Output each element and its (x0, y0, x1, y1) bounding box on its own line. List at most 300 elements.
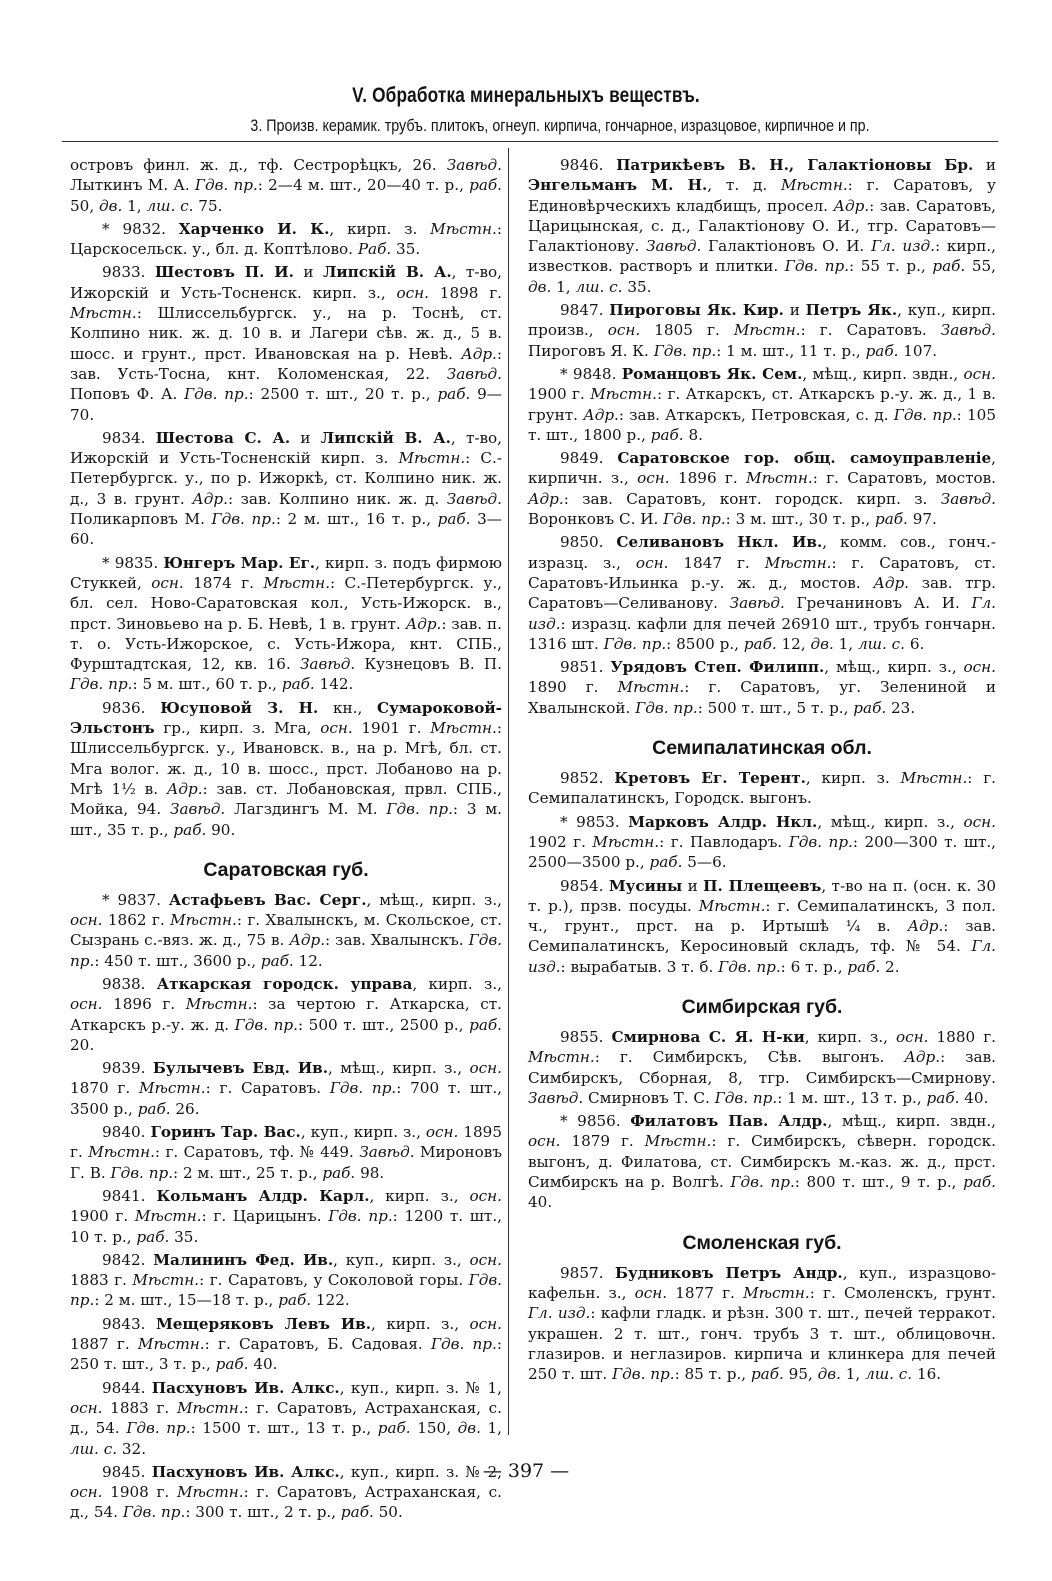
entry-text: : г. Саратовъ, Астраханская, с. д., 54. (70, 1483, 502, 1522)
entry-text: : зав. Симбирскъ, Сборная, 8, тгр. Симбирскъ—Смирнову. (528, 1048, 996, 1087)
entry-text: , куп., кирп. произв., (528, 301, 997, 340)
entry-text: 1901 г. (352, 719, 431, 738)
entry-text: : С.-Петербургск. у., бл. сел. Ново-Саратовская кол., Усть-Ижорск. в., прст. Зиновьево на р. Б. Невѣ, 1 в. грунт. (70, 573, 503, 633)
entry-text: гр., кирп. з. Мга, (154, 719, 321, 738)
entry-name: Малининъ Фед. Ив. (153, 1250, 334, 1269)
entry-abbrev: Раб. (357, 240, 392, 259)
entry-text: 55, (965, 257, 996, 276)
entry-text: : 700 т. шт., 3500 р., (70, 1079, 503, 1118)
left-column (70, 155, 502, 1526)
entry-abbrev: осн. (637, 469, 670, 488)
entry-abbrev: Мѣстн. (137, 1335, 205, 1354)
entry-text: : г. Саратовъ, у Соколовой горы. (199, 1271, 469, 1290)
entry-text: : 500 т. шт., 5 т. р., (697, 698, 854, 717)
entry-text: , мѣщ., кирп. з., (817, 812, 964, 831)
entry-text: , т. д. (707, 176, 781, 195)
entry-text: зав. тгр. Саратовъ—Селиванову. (528, 573, 996, 613)
entry-abbrev: дв. (98, 196, 123, 215)
entry-text: 1847 г. (668, 553, 765, 572)
entry-text: 50. (373, 1503, 403, 1522)
entry-text: * 9853. (560, 812, 629, 831)
entry-name: Урядовъ Степ. Филипп. (610, 658, 825, 677)
entry-text: : 105 т. шт., 1800 р., (528, 405, 997, 444)
entry-text: * 9835. (102, 553, 164, 572)
entry-abbrev: лш. с. (146, 196, 194, 215)
entry-abbrev: осн. (634, 1283, 668, 1302)
entry-abbrev: осн. (151, 573, 184, 592)
entry-text: 9838. (102, 974, 157, 993)
directory-entry (528, 1027, 996, 1108)
entry-abbrev: Мѣстн. (698, 896, 766, 915)
entry-text: , мѣщ., кирп. звдн., (827, 1112, 997, 1131)
entry-text: 1883 г. (70, 1271, 133, 1290)
entry-text: 1, (480, 1419, 502, 1438)
entry-text: 20. (70, 1035, 95, 1054)
entry-abbrev: раб. (173, 820, 207, 839)
entry-abbrev: Гдв. пр. (603, 634, 667, 653)
directory-entry (528, 364, 996, 445)
right-column (528, 155, 996, 1387)
entry-abbrev: Мѣстн. (764, 553, 832, 572)
entry-text: 1862 г. (102, 911, 171, 930)
entry-text: : 300 т. шт., 2 т. р., (185, 1503, 341, 1522)
entry-text: 5—6. (682, 853, 727, 872)
entry-abbrev: Адр. (907, 917, 944, 936)
entry-abbrev: Мѣстн. (900, 769, 968, 788)
entry-text: : зав. Хвалынскъ. (325, 931, 469, 950)
entry-text: : 8500 р., (666, 634, 744, 653)
entry-abbrev: осн. (963, 364, 996, 383)
directory-entry (70, 553, 502, 695)
entry-text: 35. (391, 240, 421, 259)
entry-text: и (290, 428, 321, 447)
entry-text: : за чертою г. Аткарска, ст. Аткарскъ р.-у. ж. д. (70, 995, 503, 1034)
entry-text: : зав. п. т. о. Усть-Ижорское, с. Усть-Ижора, кнт. СПБ., Фурштадтская, 12, кв. 16. (70, 614, 502, 674)
entry-text: : 2500 т. шт., 20 т. р., (248, 385, 438, 404)
entry-text: : г. Хвалынскъ, м. Скольское, ст. Сызрань с.-вяз. ж. д., 75 в. (70, 911, 503, 950)
entry-text: : г. Симбирскъ, Сѣв. выгонъ. (594, 1048, 905, 1067)
entry-abbrev: осн. (70, 1398, 103, 1417)
entry-text: 1900 г. (528, 385, 591, 404)
entry-abbrev: Гдв. пр. (211, 510, 276, 529)
entry-text: : Царскосельск. у., бл. д. Коптѣлово. (70, 219, 502, 259)
entry-name: Селивановъ Нкл. Ив. (616, 533, 823, 552)
entry-text: 1895 г. (70, 1123, 502, 1162)
entry-abbrev: Гдв. пр. (730, 1173, 795, 1192)
entry-name: Сумароковой-Эльстонъ (70, 698, 502, 738)
entry-text: : 1500 т. шт., 13 т. р., (190, 1419, 378, 1438)
entry-name: Петръ Як. (805, 301, 898, 320)
entry-abbrev: раб. (865, 341, 899, 360)
chapter-title: V. Обработка минеральныхъ веществъ. (352, 84, 700, 107)
entry-text: 26. (170, 1099, 200, 1118)
entry-abbrev: Гл. изд. (528, 594, 996, 633)
entry-abbrev: дв. (457, 1419, 481, 1438)
entry-name: Юсуповой З. Н. (160, 698, 319, 717)
entry-abbrev: Гл. изд. (528, 937, 996, 976)
entry-text: : г. Павлодаръ. (659, 832, 789, 851)
entry-abbrev: Мѣстн. (528, 1048, 595, 1067)
directory-entry (70, 1122, 502, 1183)
entry-text: : 3 м. шт., 30 т. р., (725, 510, 875, 529)
entry-name: Кольманъ Алдр. Карл. (156, 1186, 370, 1205)
entry-text: : г. Аткарскъ, ст. Аткарскъ р.-у. ж. д., 1 в. грунт. (528, 385, 997, 424)
entry-text: 9849. (560, 449, 618, 468)
entry-abbrev: раб. (260, 951, 294, 970)
entry-abbrev: Гл. изд. (528, 1304, 591, 1323)
entry-text: 98. (355, 1163, 385, 1182)
entry-abbrev: раб. (847, 957, 881, 976)
entry-abbrev: Завѣд. (446, 489, 503, 508)
entry-text: : кафли гладк. и рѣзн. 300 т. шт., печей терракот. украшен. 2 т. шт., гонч. трубъ 3 т. шт., облицовочн. глазиров. и неглазиров. кирпича и клинкера для печей 250 т. шт. (528, 1304, 997, 1384)
entry-abbrev: Адр. (289, 931, 326, 950)
entry-text: 35. (169, 1227, 199, 1246)
entry-text: 9854. (560, 876, 609, 895)
entry-abbrev: раб. (278, 1291, 312, 1310)
entry-text: : изразц. кафли для печей 26910 шт., трубъ гончарн. 1316 шт. (528, 614, 996, 653)
entry-abbrev: Гдв. пр. (430, 1335, 497, 1354)
entry-abbrev: Мѣстн. (743, 1283, 810, 1302)
entry-text: 1883 г. (102, 1398, 177, 1417)
entry-text: 9836. (102, 698, 161, 717)
entry-text: : 6 т. р., (780, 957, 848, 976)
entry-name: Марковъ Алдр. Нкл. (628, 812, 818, 831)
entry-abbrev: осн. (70, 911, 103, 930)
entry-abbrev: осн. (469, 1059, 502, 1078)
entry-text: : г. Царицынъ. (201, 1207, 329, 1226)
entry-abbrev: Гдв. пр. (194, 176, 258, 195)
directory-entry (70, 1058, 502, 1119)
entry-abbrev: раб. (469, 176, 502, 195)
entry-text: , комм. сов., гонч.-изразц. з., (528, 533, 996, 572)
entry-text: 150, (410, 1419, 458, 1438)
entry-text: : г. Саратовъ, ст. Саратовъ-Ильинка р.-у. ж. д., мостов. (528, 553, 996, 592)
entry-text: : 2 м. шт., 16 т. р., (275, 510, 438, 529)
entry-text: : 200—300 т. шт., 2500—3500 р., (528, 832, 997, 872)
entry-text: : 85 т. р., (674, 1365, 751, 1384)
entry-text: : зав. ст. Лобановская, првл. СПБ., Мойка, 94. (70, 779, 502, 819)
entry-text: 9833. (102, 263, 155, 282)
entry-abbrev: осн. (635, 553, 669, 572)
directory-entry (70, 262, 502, 424)
entry-abbrev: Мѣстн. (780, 176, 848, 195)
entry-text: 12. (293, 951, 323, 970)
directory-entry (528, 657, 996, 718)
header-rule (62, 141, 998, 142)
directory-entry (70, 428, 502, 550)
entry-text: : С.-Петербургск. у., по р. Ижоркѣ, ст. Колпино ник. ж. д., 3 в. грунт. (70, 449, 502, 508)
entry-abbrev: раб. (215, 1355, 249, 1374)
entry-text: 75. (193, 196, 223, 215)
entry-abbrev: Гдв. пр. (635, 698, 698, 717)
region-heading: Семипалатинская обл. (652, 737, 872, 760)
directory-entry (528, 768, 996, 809)
entry-text: 97. (907, 510, 937, 529)
entry-abbrev: раб. (963, 1173, 997, 1192)
entry-text: : г. Саратовъ, уг. Зелениной и Хвалынской. (528, 678, 996, 717)
entry-text: 40. (248, 1355, 278, 1374)
entry-abbrev: Адр. (405, 614, 442, 633)
entry-abbrev: Адр. (192, 489, 228, 508)
entry-abbrev: Гдв. пр. (70, 931, 502, 970)
entry-text: 95, (783, 1365, 818, 1384)
entry-abbrev: Завѣд. (169, 800, 226, 819)
entry-text: , куп., изразцово-кафельн. з., (528, 1263, 996, 1302)
entry-abbrev: лш. с. (857, 634, 905, 653)
entry-abbrev: лш. с. (70, 1439, 118, 1458)
entry-abbrev: Адр. (833, 196, 870, 215)
entry-name: Пасхуновъ Ив. Алкс. (151, 1378, 340, 1397)
entry-text: : 2 м. шт., 25 т. р., (173, 1163, 323, 1182)
entry-text: , кирп. з., (412, 974, 502, 993)
directory-entry (70, 219, 502, 260)
entry-abbrev: Адр. (583, 405, 619, 424)
entry-text: : г. Саратовъ, мостов. (812, 469, 997, 488)
entry-text: 1, (833, 634, 858, 653)
entry-text: : зав. Саратовъ, конт. городск. кирп. з. (563, 489, 941, 508)
entry-abbrev: раб. (377, 1419, 411, 1438)
entry-text: : г. Саратовъ. (800, 321, 941, 340)
directory-entry (528, 448, 996, 529)
entry-abbrev: Мѣстн. (176, 1398, 244, 1417)
entry-abbrev: Гдв. пр. (126, 1419, 191, 1438)
entry-text: , мѣщ., кирп. звдн., (802, 364, 964, 383)
entry-text: : зав. Семипалатинскъ, Керосиновый складъ, тф. № 54. (528, 917, 996, 956)
entry-abbrev: Мѣстн. (592, 832, 660, 851)
entry-text: : Шлиссельбургск. у., на р. Тоснѣ, ст. Колпино ник. ж. д. 10 в. и Лагери сѣв. ж. д., 5 в. шосс. и грунт., прст. Ивановская на р. Невѣ. (70, 304, 502, 363)
entry-abbrev: Гдв. пр. (784, 257, 850, 276)
entry-abbrev: Гдв. пр. (328, 1207, 393, 1226)
entry-abbrev: Мѣстн. (176, 1483, 244, 1502)
entry-abbrev: Мѣстн. (138, 1079, 206, 1098)
entry-text: и (682, 876, 704, 895)
directory-entry (528, 812, 996, 873)
entry-abbrev: Адр. (528, 489, 564, 508)
entry-abbrev: Завѣд. (729, 594, 785, 613)
directory-entry (70, 155, 502, 216)
entry-abbrev: дв. (810, 634, 834, 653)
entry-name: Саратовское гор. общ. самоуправленіе (617, 449, 992, 468)
entry-text: 1805 г. (640, 321, 734, 340)
entry-text: : г. Саратовъ, Астраханская, с. д., 54. (70, 1398, 502, 1438)
entry-abbrev: осн. (895, 1027, 929, 1046)
entry-abbrev: Гдв. пр. (386, 800, 453, 819)
entry-abbrev: Мѣстн. (263, 573, 331, 592)
entry-name: Булычевъ Евд. Ив. (152, 1059, 329, 1078)
entry-text: Гречаниновъ А. И. (784, 594, 972, 613)
entry-abbrev: осн. (963, 812, 996, 831)
entry-abbrev: осн. (469, 1250, 502, 1269)
entry-abbrev: раб. (926, 1088, 960, 1107)
entry-abbrev: Адр. (461, 344, 497, 363)
entry-abbrev: осн. (70, 1483, 103, 1502)
entry-text: 9846. (560, 156, 617, 174)
entry-abbrev: Мѣстн. (644, 1132, 712, 1151)
entry-text: 1, (840, 1365, 866, 1384)
entry-text: 16. (912, 1365, 942, 1384)
directory-entry (528, 1111, 996, 1212)
entry-abbrev: Завѣд. (446, 364, 502, 383)
entry-text: : г. Смоленскъ, грунт. (809, 1283, 996, 1302)
entry-text: Кузнецовъ В. П. (355, 655, 502, 674)
entry-abbrev: Гдв. пр. (663, 510, 726, 529)
entry-abbrev: раб. (322, 1163, 356, 1182)
entry-abbrev: Мѣстн. (134, 1207, 202, 1226)
entry-text: : зав. Саратовъ, Царицынская, с. д., Галактіонову О. И., тгр. Саратовъ—Галактіонову. (528, 196, 996, 256)
entry-text: 1890 г. (528, 678, 618, 697)
entry-text: 40. (959, 1088, 989, 1107)
entry-text: : 1200 т. шт., 10 т. р., (70, 1207, 502, 1246)
entry-text: Лагздингъ М. М. (225, 800, 387, 819)
entry-name: Энгельманъ М. Н. (528, 176, 708, 195)
entry-name: Патрикѣевъ В. Н., Галактіоновы Бр. (616, 156, 974, 174)
entry-text: 40. (528, 1193, 553, 1212)
entry-text: 1900 г. (70, 1207, 135, 1226)
entry-text: 9843. (102, 1314, 156, 1333)
entry-text: Поликарповъ М. (70, 510, 212, 529)
entry-name: Юнгеръ Мар. Ег. (163, 553, 316, 572)
entry-abbrev: раб. (853, 698, 887, 717)
entry-text: , мѣщ., кирп. з., (328, 1059, 470, 1078)
entry-text: 23. (886, 698, 916, 717)
entry-text: , кирп. з. подъ фирмою Стуккей, (70, 553, 502, 592)
entry-text: 1880 г. (928, 1027, 996, 1046)
entry-text: 1877 г. (667, 1283, 744, 1302)
entry-text: кн., (318, 698, 378, 717)
entry-name: Будниковъ Петръ Андр. (615, 1263, 843, 1282)
entry-text: Поповъ Ф. А. (70, 385, 185, 404)
entry-name: Харченко И. К. (178, 219, 330, 238)
entry-text: 1896 г. (102, 995, 186, 1014)
entry-abbrev: раб. (136, 1227, 170, 1246)
directory-entry (70, 1250, 502, 1311)
entry-text: * 9848. (560, 364, 622, 383)
entry-abbrev: Адр. (166, 779, 203, 798)
entry-abbrev: Завѣд. (528, 1088, 584, 1107)
directory-entry (70, 1378, 502, 1459)
entry-abbrev: Гдв. пр. (718, 957, 781, 976)
entry-text: 1898 г. (428, 283, 503, 302)
entry-text: 122. (311, 1291, 350, 1310)
entry-name: Аткарская городск. управа (156, 974, 413, 993)
entry-abbrev: Адр. (873, 573, 910, 592)
entry-text: : г. Симбирскъ, сѣверн. городск. выгонъ, д. Филатова, ст. Симбирскъ м.-каз. ж. д., прст. Симбирскъ на р. Волгѣ. (528, 1132, 996, 1192)
section-subtitle: 3. Произв. керамик. трубъ. плитокъ, огнеуп. кирпича, гончарное, изразцовое, кирпичное и пр. (250, 116, 870, 135)
entry-abbrev: Мѣстн. (185, 995, 253, 1014)
directory-entry (70, 698, 502, 840)
directory-entry (528, 532, 996, 654)
entry-text: , мѣщ., кирп. з., (824, 658, 964, 677)
entry-name: Пасхуновъ Ив. Алкс. (151, 1462, 340, 1481)
entry-abbrev: Гдв. пр. (70, 1271, 502, 1310)
entry-name: Мещеряковъ Левъ Ив. (155, 1314, 372, 1333)
entry-text: 8. (683, 425, 703, 444)
entry-abbrev: раб. (437, 510, 471, 529)
entry-text: 9857. (560, 1263, 616, 1282)
column-divider (508, 148, 509, 1435)
entry-abbrev: раб. (875, 510, 908, 529)
entry-text: : г. Семипалатинскъ, Городск. выгонъ. (528, 769, 996, 808)
entry-text: 1879 г. (560, 1132, 645, 1151)
entry-abbrev: дв. (817, 1365, 841, 1384)
entry-abbrev: раб. (469, 1015, 502, 1034)
entry-abbrev: Мѣстн. (746, 469, 813, 488)
entry-abbrev: Адр. (904, 1048, 941, 1067)
entry-text: 12, (776, 634, 811, 653)
entry-abbrev: Завѣд. (359, 1143, 415, 1162)
entry-text: : 5 м. шт., 60 т. р., (132, 675, 282, 694)
entry-text: 2. (880, 957, 900, 976)
entry-abbrev: осн. (963, 658, 996, 677)
entry-abbrev: Гдв. пр. (893, 405, 957, 424)
entry-text: 32. (117, 1439, 147, 1458)
directory-entry (528, 155, 996, 297)
entry-text: Воронковъ С. И. (528, 510, 664, 529)
entry-text: 3—60. (70, 510, 502, 549)
entry-text: 1, (122, 196, 147, 215)
entry-abbrev: Мѣстн. (590, 385, 657, 404)
entry-abbrev: раб. (932, 257, 966, 276)
entry-text: * 9832. (102, 219, 179, 238)
entry-abbrev: Гдв. пр. (110, 1163, 174, 1182)
entry-text: , т-во, Ижорскій и Усть-Тосненск. кирп. з., (70, 263, 502, 302)
entry-text: * 9837. (102, 890, 169, 909)
entry-text: : 1 м. шт., 11 т. р., (716, 341, 866, 360)
entry-text: : 450 т. шт., 3600 р., (94, 951, 261, 970)
entry-abbrev: осн. (396, 283, 429, 302)
entry-text: : 55 т. р., (849, 257, 933, 276)
entry-text: : 3 м. шт., 35 т. р., (70, 800, 502, 839)
entry-text: : г. Саратовъ, тф. № 449. (154, 1143, 360, 1162)
entry-text: : кирп., известков. растворъ и плитки. (528, 237, 996, 276)
entry-abbrev: Мѣстн. (70, 304, 137, 323)
entry-text: островъ финл. ж. д., тф. Сестрорѣцкъ, 26. (70, 156, 447, 174)
entry-text: 9844. (102, 1378, 152, 1397)
entry-text: 1887 г. (70, 1335, 138, 1354)
entry-abbrev: Гдв. пр. (714, 1088, 778, 1107)
entry-text: , кирп. з., (369, 1186, 470, 1205)
entry-text: , кирп. з. (329, 219, 431, 238)
entry-text: 9845. (102, 1462, 152, 1481)
entry-text: : зав. Аткарскъ, Петровская, с. д. (618, 405, 894, 424)
entry-text: 1902 г. (528, 832, 593, 851)
entry-text: , куп., кирп. з. № 2, (339, 1462, 502, 1481)
entry-abbrev: Мѣстн. (398, 449, 466, 468)
entry-text: : 1 м. шт., 13 т. р., (777, 1088, 927, 1107)
entry-abbrev: Мѣстн. (88, 1143, 155, 1162)
entry-text: : зав. Усть-Тосна, кнт. Коломенская, 22. (70, 344, 502, 383)
entry-text: и (973, 156, 997, 174)
directory-entry (70, 1314, 502, 1375)
entry-abbrev: раб. (649, 853, 683, 872)
entry-abbrev: Гдв. пр. (70, 675, 133, 694)
entry-text: Смирновъ Т. С. (583, 1088, 715, 1107)
entry-name: П. Плещеевъ (703, 876, 822, 895)
entry-text: 90. (206, 820, 236, 839)
entry-abbrev: Мѣстн. (617, 678, 685, 697)
entry-name: Горинъ Тар. Вас. (150, 1123, 301, 1142)
entry-text: : вырабатыв. 3 т. б. (560, 957, 719, 976)
entry-text: , кирп. з., (371, 1314, 470, 1333)
entry-abbrev: Завѣд. (646, 237, 702, 256)
entry-abbrev: раб. (281, 675, 315, 694)
entry-text: 1896 г. (669, 469, 747, 488)
entry-text: 1908 г. (102, 1483, 177, 1502)
directory-entry (70, 890, 502, 971)
entry-text: : г. Саратовъ. (205, 1079, 330, 1098)
entry-abbrev: осн. (70, 995, 103, 1014)
region-heading: Смоленская губ. (682, 1231, 842, 1254)
